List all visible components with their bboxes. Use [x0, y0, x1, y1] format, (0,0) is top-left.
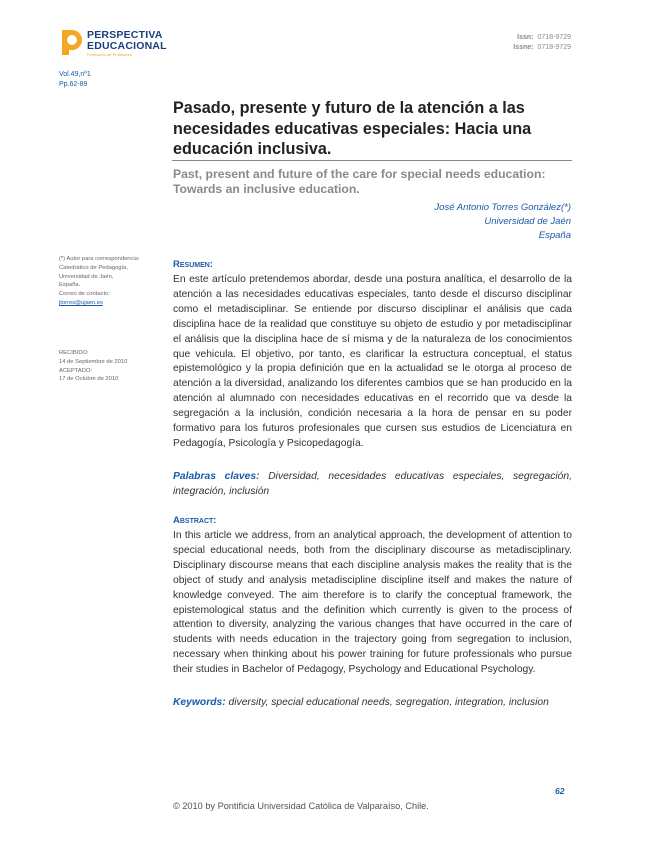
author-block: [434, 201, 571, 243]
issn-value: 0718-9729: [537, 34, 571, 41]
submission-dates: [59, 349, 159, 384]
logo-tagline: Formación de Profesores: [87, 52, 132, 57]
accepted-date: 17 de Octubre de 2010: [59, 376, 119, 383]
abstract-keywords: [173, 696, 572, 711]
keywords-label: Keywords:: [173, 697, 226, 708]
keywords-text: diversity, special educational needs, segregation, integration, inclusion: [228, 697, 549, 708]
issne-label: Issne:: [513, 44, 534, 51]
resumen-body: En este artículo pretendemos abordar, desde una postura analítica, el desarrollo de la atención a las necesidades educativas especiales, tanto desde el discurso disciplinar como el metadisciplinar. Se entiende por discurso disciplinar el análisis que cada disciplina hace de la realidad que constituye su objeto de estudio y por metadisciplinar el análisis que la disciplina hace de sí misma y de la naturaleza de los conocimientos que vehicula. El objetivo, por tanto, es clarificar la estructura conceptual, el status epistemológico y la propia definición que en la actualidad se le otorga al proceso de atención a la diversidad, analizando los diferentes cambios que se han producido en la atención al alumnado con necesidades educativas en el recorrido que va desde la segregación a la inclusión, condición necesaria a la hora de pensar en su poder formativo para los futuros profesionales que cursen sus estudios de Licenciatura en Pedagogía, Psicología y Psicopedagogía.: [173, 274, 572, 449]
logo-line2: EDUCACIONAL: [87, 40, 167, 52]
keywords-label: Palabras claves:: [173, 471, 260, 482]
author-university: Universidad de Jaén: [484, 216, 571, 227]
contact-email-link[interactable]: jtorres@ujaen.es: [59, 299, 103, 306]
abstract-body: In this article we address, from an analytical approach, the development of attention to special educational needs, both from the disciplinary discourse as metadisciplinary. Disciplinary discourse means that each discipline analysis makes the reality that is the object of study and analysis metadiscipline discipline itself and makes the nature of knowledge conveyed. The aim therefore is to clarify the conceptual framework, the epistemological status and the definition which currently is given to the process of attention to diversity, analyzing the various changes that have occurred in the care of students with needs education in the trajectory going from segregation to inclusion, necessary when thinking about his power training for future professionals who pursue their studies in Bachelor of Pedagogy, Psychology and Educational Psychology.: [173, 530, 572, 676]
received-label: RECIBIDO:: [59, 350, 89, 356]
accepted-label: ACEPTADO:: [59, 367, 93, 374]
volume-number: Vol.49,nº1: [59, 71, 91, 78]
corr-line: España.: [59, 282, 81, 289]
title-divider: [172, 160, 572, 161]
volume-info: [59, 70, 91, 90]
author-country: España: [538, 230, 571, 241]
issne-value: 0718-9729: [537, 44, 571, 51]
abstract-heading: Abstract:: [173, 515, 217, 526]
resumen-keywords: [173, 470, 572, 500]
received-date: 14 de Septiembre de 2010: [59, 358, 128, 365]
article-subtitle: Past, present and future of the care for special needs education: Towards an inclusive education.: [173, 167, 546, 196]
page-number: 62: [555, 786, 565, 796]
corr-line: (*) Autor para correspondencia:: [59, 256, 140, 262]
corr-line: Universidad de Jaén,: [59, 273, 114, 280]
logo-mark-icon: [60, 28, 84, 56]
journal-logo: [60, 28, 170, 56]
copyright-footer: © 2010 by Pontificia Universidad Católica de Valparaíso, Chile.: [173, 801, 429, 811]
author-name: José Antonio Torres González(*): [434, 202, 571, 213]
resumen-heading: Resumen:: [173, 259, 213, 270]
issn-block: [513, 33, 571, 53]
corr-line: Correo de contacto:: [59, 291, 110, 298]
keywords-text: Diversidad, necesidades educativas especiales, segregación, integración, inclusión: [173, 471, 572, 497]
logo-line1: PERSPECTIVA: [87, 29, 163, 41]
corr-line: Catedrático de Pedagogía,: [59, 264, 128, 271]
page-range: Pp.62-89: [59, 81, 88, 88]
article-title: Pasado, presente y futuro de la atención a las necesidades educativas especiales: Hacia una educación inclusiva.: [173, 99, 532, 158]
issn-label: Issn:: [517, 34, 534, 41]
correspondence-note: [59, 255, 159, 308]
